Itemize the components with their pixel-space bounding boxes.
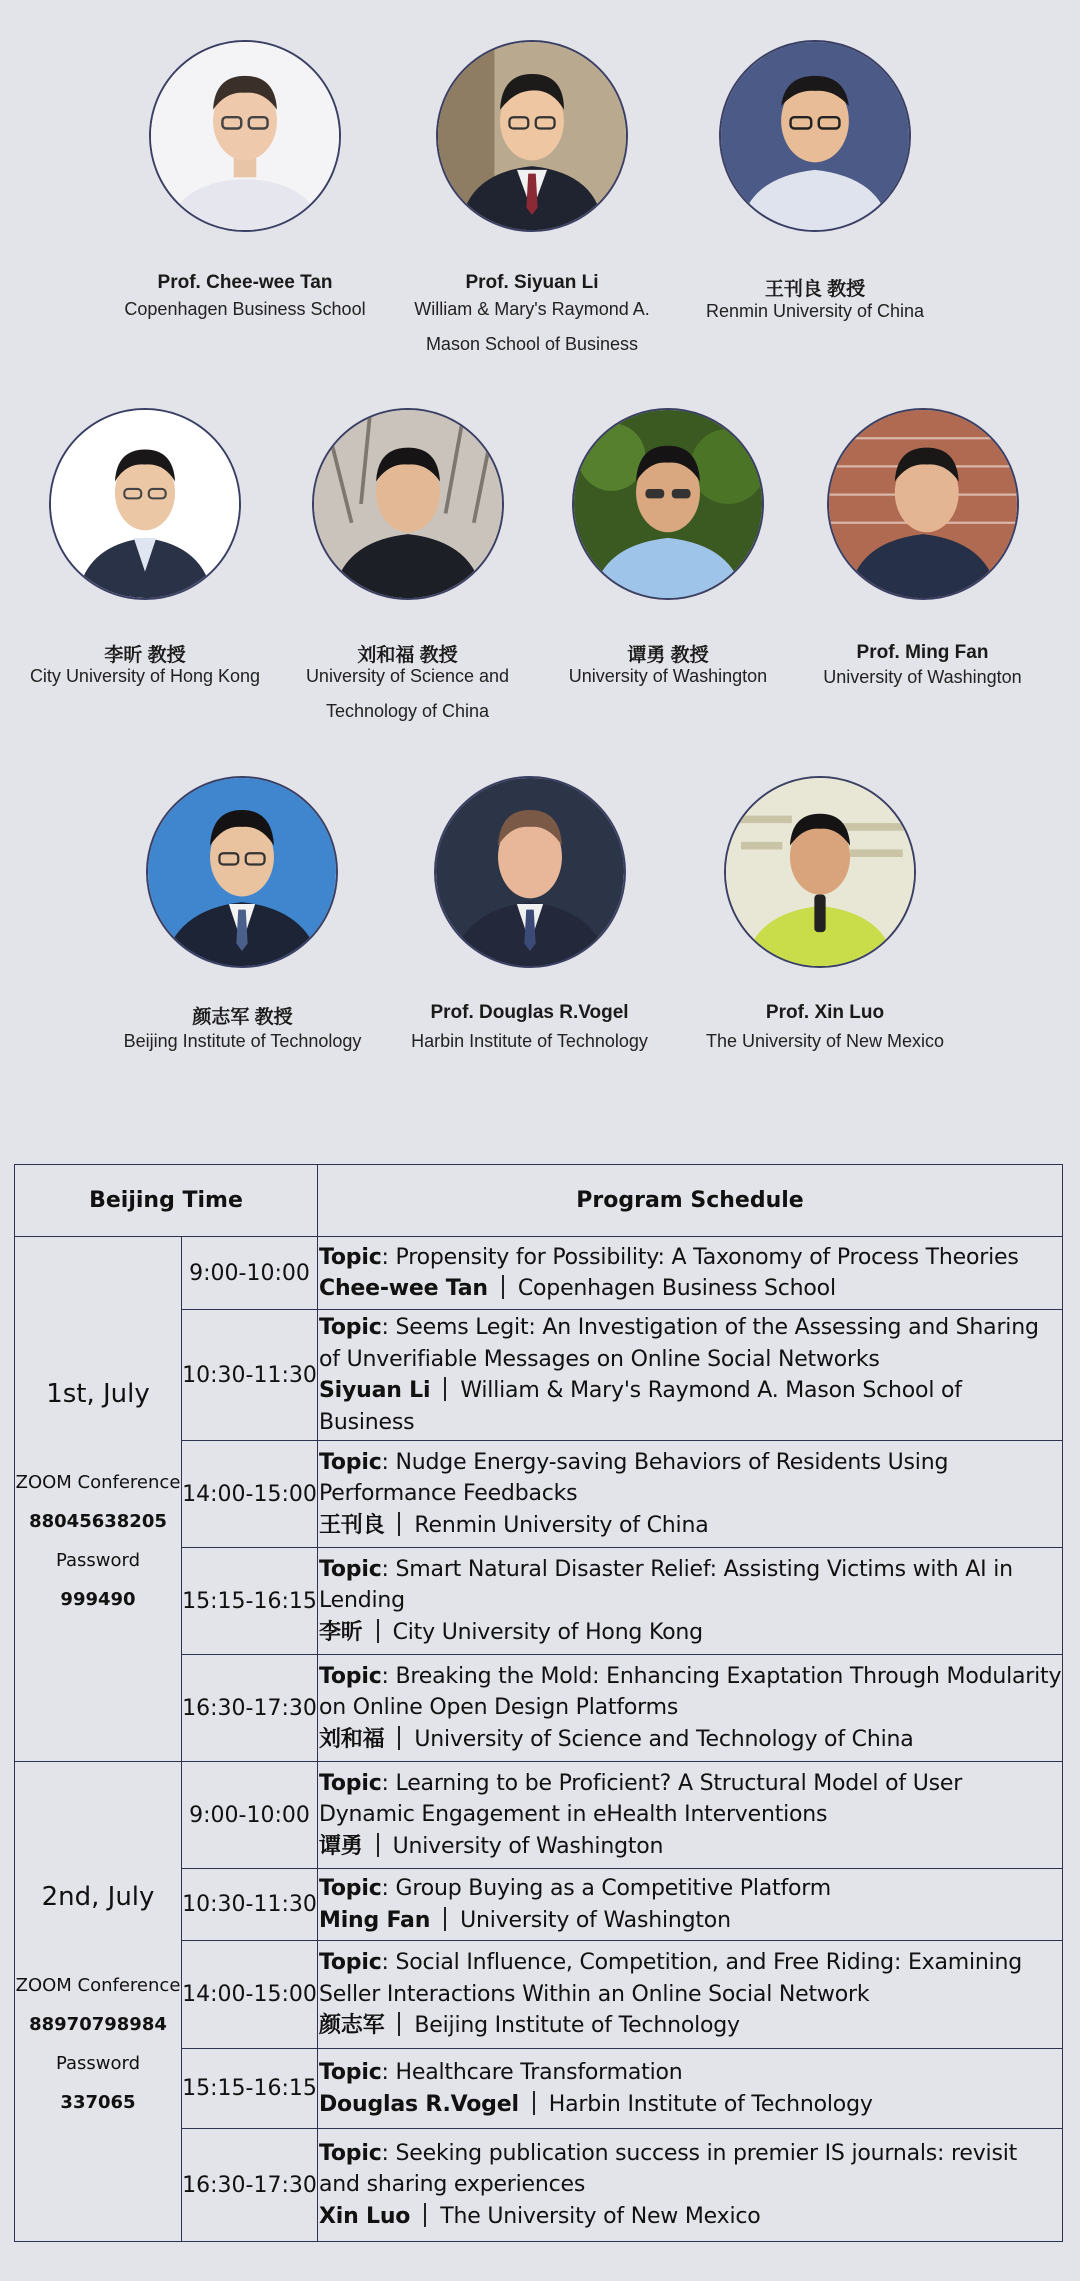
topic-label: Topic bbox=[319, 1449, 382, 1475]
speaker-name: Prof. Ming Fan bbox=[856, 642, 989, 663]
speaker-affiliation: Technology of China bbox=[325, 701, 490, 721]
session-affiliation: City University of Hong Kong bbox=[392, 1619, 703, 1645]
session-affiliation: Harbin Institute of Technology bbox=[548, 2091, 873, 2117]
speaker-affiliation: Beijing Institute of Technology bbox=[123, 1031, 362, 1051]
session-time: 9:00-10:00 bbox=[182, 1237, 318, 1310]
speaker-name: Prof. Xin Luo bbox=[765, 1002, 885, 1023]
speaker-card bbox=[110, 776, 375, 1076]
session-affiliation: The University of New Mexico bbox=[440, 2203, 761, 2229]
speaker-affiliation: City University of Hong Kong bbox=[29, 666, 261, 686]
speaker-photo bbox=[827, 408, 1019, 600]
session-speaker: 颜志军 bbox=[319, 2013, 385, 2039]
session-affiliation: Beijing Institute of Technology bbox=[414, 2013, 740, 2039]
speaker-name: 谭勇 教授 bbox=[627, 645, 709, 666]
session-time: 16:30-17:30 bbox=[182, 1655, 318, 1762]
speaker-card bbox=[285, 408, 530, 748]
topic-label: Topic bbox=[319, 2140, 382, 2166]
topic-label: Topic bbox=[319, 1770, 382, 1796]
speaker-name: Prof. Chee-wee Tan bbox=[157, 272, 333, 293]
day-label: 2nd, July bbox=[41, 1881, 155, 1912]
speaker-name: 李昕 教授 bbox=[104, 645, 186, 666]
speaker-card bbox=[690, 40, 940, 380]
session-affiliation: University of Washington bbox=[392, 1833, 664, 1859]
session-cell bbox=[318, 2129, 1063, 2242]
session-time: 10:30-11:30 bbox=[182, 1869, 318, 1941]
session-affiliation: Renmin University of China bbox=[414, 1512, 709, 1538]
speaker-photo bbox=[434, 776, 626, 968]
session-time: 15:15-16:15 bbox=[182, 2049, 318, 2129]
speaker-affiliation: Harbin Institute of Technology bbox=[411, 1031, 648, 1051]
topic-label: Topic bbox=[319, 1315, 382, 1340]
speaker-card bbox=[553, 408, 783, 748]
speaker-card bbox=[695, 776, 955, 1076]
speaker-affiliation: University of Washington bbox=[823, 667, 1022, 687]
session-cell bbox=[318, 1310, 1063, 1441]
speaker-name: 刘和福 教授 bbox=[357, 645, 458, 666]
speaker-photo bbox=[49, 408, 241, 600]
topic-label: Topic bbox=[319, 1244, 382, 1270]
session-time: 14:00-15:00 bbox=[182, 1941, 318, 2049]
separator bbox=[377, 1619, 379, 1643]
conference-id: 88970798984 bbox=[29, 2013, 167, 2035]
speaker-affiliation: University of Science and bbox=[305, 666, 510, 686]
day-cell bbox=[15, 1237, 182, 1762]
table-row bbox=[15, 1237, 1063, 1310]
speaker-affiliation: Mason School of Business bbox=[425, 334, 639, 354]
speaker-name: Prof. Siyuan Li bbox=[465, 272, 599, 293]
speaker-card bbox=[15, 408, 275, 748]
session-topic: : Seems Legit: An Investigation of the Assessing and Sharing of Unverifiable Messages on Online Social Networks bbox=[319, 1315, 1039, 1372]
speaker-photo bbox=[572, 408, 764, 600]
session-speaker: Ming Fan bbox=[319, 1907, 431, 1933]
session-time: 10:30-11:30 bbox=[182, 1310, 318, 1441]
session-affiliation: University of Washington bbox=[460, 1907, 731, 1933]
speaker-photo bbox=[436, 40, 628, 232]
speaker-name: Prof. Douglas R.Vogel bbox=[430, 1002, 629, 1023]
speaker-affiliation: William & Mary's Raymond A. bbox=[414, 299, 650, 319]
speaker-card bbox=[800, 408, 1045, 748]
speaker-card bbox=[387, 40, 677, 380]
day-label: 1st, July bbox=[46, 1379, 150, 1409]
session-time: 14:00-15:00 bbox=[182, 1441, 318, 1548]
speaker-affiliation: Copenhagen Business School bbox=[124, 299, 366, 319]
header-beijing-time: Beijing Time bbox=[15, 1165, 318, 1237]
session-cell bbox=[318, 1655, 1063, 1762]
session-cell bbox=[318, 2049, 1063, 2129]
conference-label: ZOOM Conference bbox=[15, 1974, 181, 1996]
session-topic: : Smart Natural Disaster Relief: Assisting Victims with AI in Lending bbox=[319, 1556, 1013, 1614]
session-speaker: 王刊良 bbox=[319, 1512, 385, 1538]
session-affiliation: Copenhagen Business School bbox=[517, 1276, 836, 1301]
day-cell bbox=[15, 1762, 182, 2242]
conference-label: ZOOM Conference bbox=[15, 1472, 181, 1493]
session-topic: : Breaking the Mold: Enhancing Exaptation Through Modularity on Online Open Design Platforms bbox=[319, 1663, 1062, 1721]
session-cell bbox=[318, 1237, 1063, 1310]
speaker-photo bbox=[719, 40, 911, 232]
session-speaker: 李昕 bbox=[319, 1619, 363, 1645]
password-value: 337065 bbox=[60, 2091, 136, 2113]
session-topic: : Propensity for Possibility: A Taxonomy of Process Theories bbox=[381, 1244, 1019, 1270]
session-time: 15:15-16:15 bbox=[182, 1548, 318, 1655]
session-time: 9:00-10:00 bbox=[182, 1762, 318, 1869]
table-row bbox=[15, 1762, 1063, 1869]
session-topic: : Nudge Energy-saving Behaviors of Residents Using Performance Feedbacks bbox=[319, 1449, 949, 1507]
speaker-name: 王刊良 教授 bbox=[764, 279, 866, 300]
separator bbox=[424, 2203, 426, 2227]
separator bbox=[533, 2091, 535, 2115]
session-time: 16:30-17:30 bbox=[182, 2129, 318, 2242]
speaker-card bbox=[110, 40, 380, 380]
separator bbox=[398, 1512, 400, 1536]
speaker-photo bbox=[149, 40, 341, 232]
speaker-photo bbox=[724, 776, 916, 968]
session-topic: : Social Influence, Competition, and Free Riding: Examining Seller Interactions Within an Online Social Network bbox=[319, 1950, 1023, 2007]
conference-id: 88045638205 bbox=[29, 1511, 167, 1532]
speaker-grid bbox=[0, 0, 1080, 1100]
session-speaker: Douglas R.Vogel bbox=[319, 2091, 519, 2117]
topic-label: Topic bbox=[319, 1876, 382, 1901]
session-affiliation: University of Science and Technology of China bbox=[414, 1726, 914, 1752]
speaker-photo bbox=[312, 408, 504, 600]
session-affiliation: William & Mary's Raymond A. Mason School of Business bbox=[319, 1378, 962, 1435]
schedule-header-row bbox=[15, 1165, 1063, 1237]
topic-label: Topic bbox=[319, 2060, 382, 2085]
topic-label: Topic bbox=[319, 1950, 382, 1976]
speaker-affiliation: University of Washington bbox=[568, 666, 768, 686]
session-topic: : Group Buying as a Competitive Platform bbox=[381, 1876, 831, 1901]
session-cell bbox=[318, 1548, 1063, 1655]
separator bbox=[377, 1833, 379, 1857]
speaker-photo bbox=[146, 776, 338, 968]
schedule-table bbox=[14, 1164, 1063, 2242]
speaker-name: 颜志军 教授 bbox=[192, 1007, 293, 1028]
password-label: Password bbox=[55, 2052, 141, 2074]
session-speaker: Siyuan Li bbox=[319, 1378, 431, 1403]
session-speaker: Xin Luo bbox=[319, 2203, 411, 2229]
session-topic: : Seeking publication success in premier IS journals: revisit and sharing experiences bbox=[319, 2140, 1018, 2198]
session-speaker: 谭勇 bbox=[319, 1833, 363, 1859]
separator bbox=[444, 1907, 446, 1931]
speaker-affiliation: The University of New Mexico bbox=[705, 1031, 945, 1051]
separator bbox=[398, 1726, 400, 1750]
session-cell bbox=[318, 1869, 1063, 1941]
session-topic: : Learning to be Proficient? A Structural Model of User Dynamic Engagement in eHealth Interventions bbox=[319, 1770, 963, 1828]
session-cell bbox=[318, 1762, 1063, 1869]
separator bbox=[444, 1377, 446, 1401]
password-label: Password bbox=[55, 1550, 141, 1571]
speaker-affiliation: Renmin University of China bbox=[705, 301, 925, 321]
session-speaker: Chee-wee Tan bbox=[319, 1276, 488, 1301]
session-cell bbox=[318, 1941, 1063, 2049]
separator bbox=[502, 1275, 504, 1299]
session-topic: : Healthcare Transformation bbox=[381, 2060, 683, 2085]
separator bbox=[398, 2012, 400, 2036]
topic-label: Topic bbox=[319, 1663, 382, 1689]
session-speaker: 刘和福 bbox=[319, 1726, 385, 1752]
session-cell bbox=[318, 1441, 1063, 1548]
topic-label: Topic bbox=[319, 1556, 382, 1582]
password-value: 999490 bbox=[60, 1589, 136, 1610]
header-program-schedule: Program Schedule bbox=[318, 1165, 1063, 1237]
speaker-card bbox=[397, 776, 662, 1076]
